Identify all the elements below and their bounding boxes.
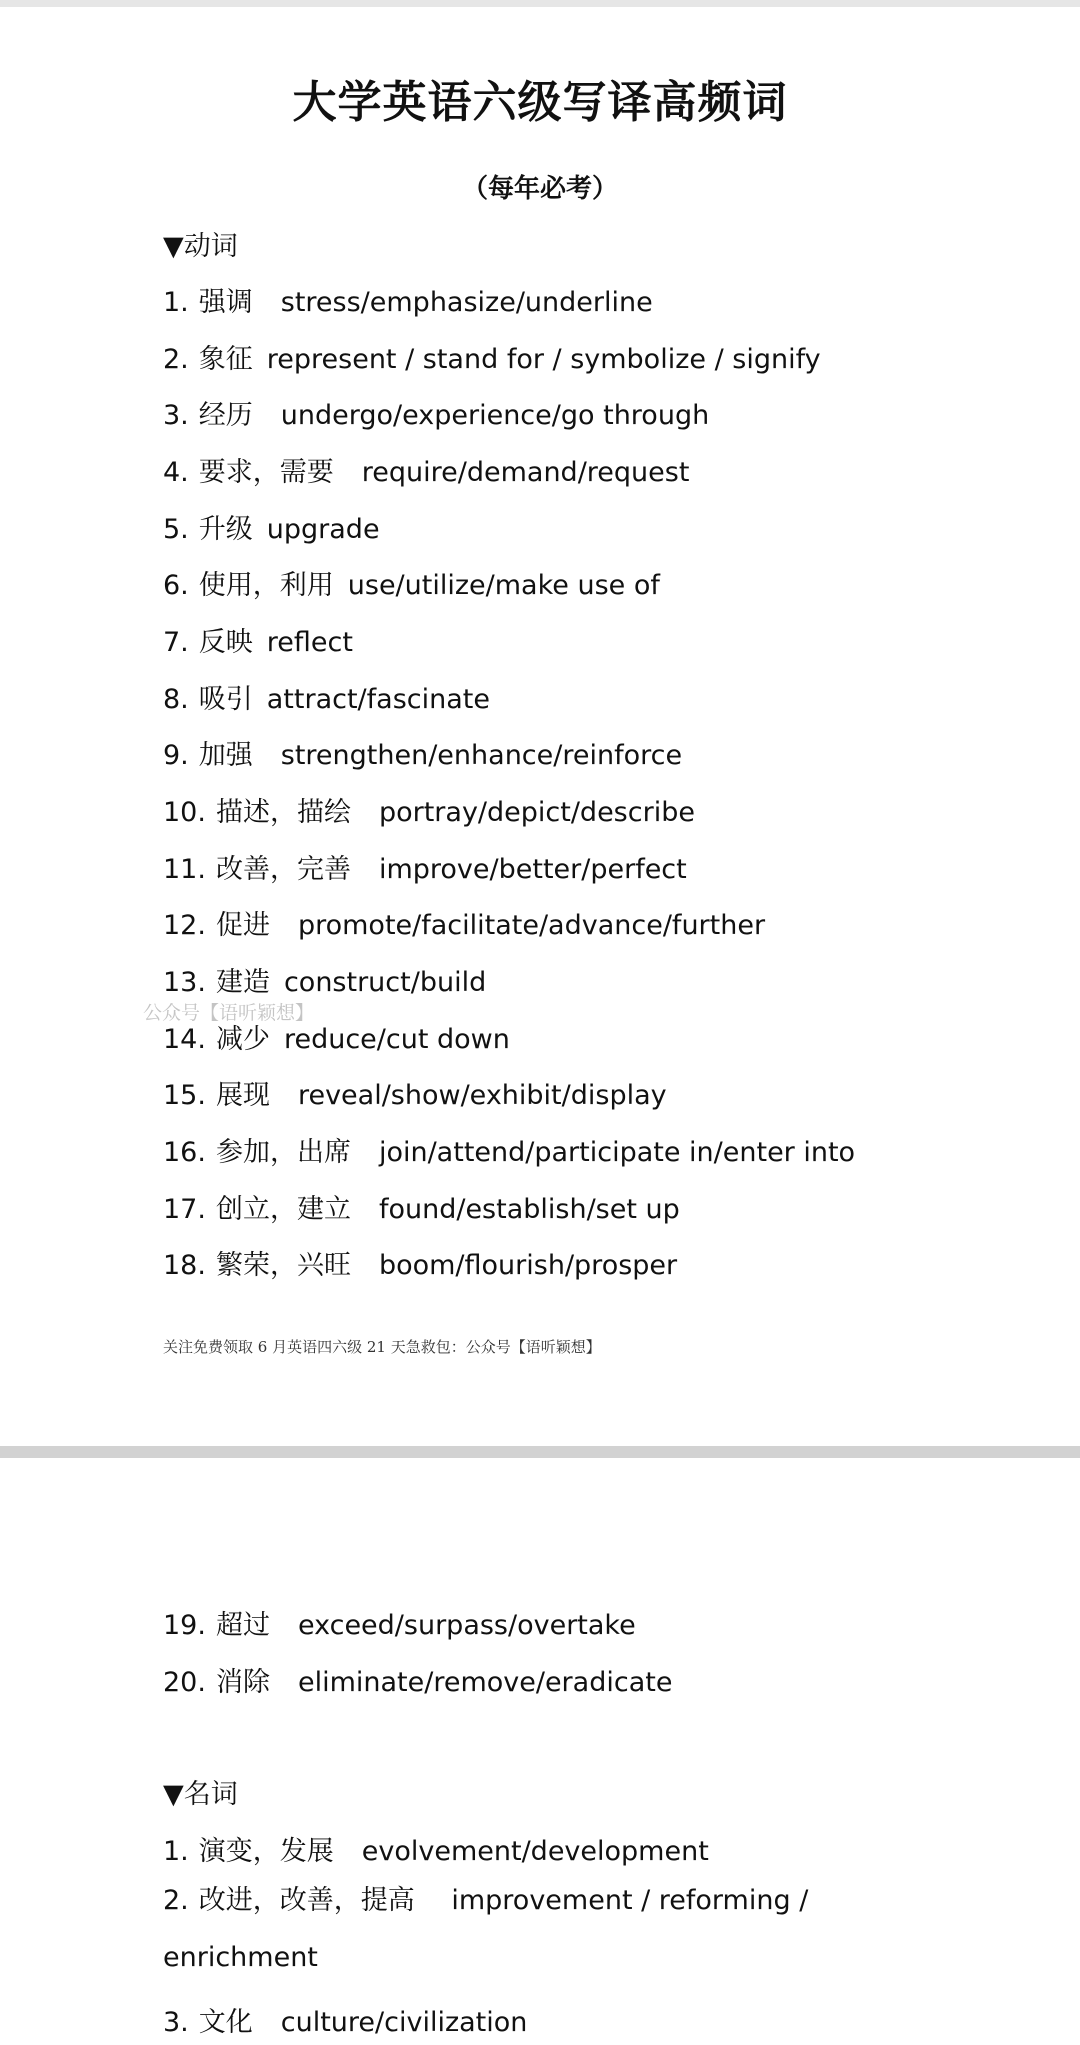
entry-chinese: 改进，改善，提高 bbox=[198, 1885, 415, 1916]
verb-entry bbox=[163, 620, 353, 659]
entry-english: evolvement/development bbox=[361, 1836, 709, 1867]
entry-english: improve/better/perfect bbox=[378, 854, 687, 885]
entry-number: 15. bbox=[163, 1080, 206, 1111]
entry-number: 20. bbox=[163, 1667, 206, 1698]
entry-chinese: 建造 bbox=[215, 967, 270, 998]
entry-english: improvement / reforming / enrichment bbox=[163, 1885, 809, 1973]
entry-number: 9. bbox=[163, 740, 189, 771]
entry-chinese: 改善，完善 bbox=[215, 854, 351, 885]
verb-entry bbox=[163, 280, 653, 319]
entry-chinese: 描述，描绘 bbox=[215, 797, 351, 828]
entry-chinese: 象征 bbox=[198, 344, 253, 375]
entry-chinese: 经历 bbox=[198, 400, 253, 431]
entry-number: 13. bbox=[163, 967, 206, 998]
entry-number: 14. bbox=[163, 1024, 206, 1055]
entry-english: promote/facilitate/advance/further bbox=[297, 910, 766, 941]
entry-chinese: 展现 bbox=[215, 1080, 270, 1111]
verb-entry bbox=[163, 903, 765, 942]
entry-english: undergo/experience/go through bbox=[280, 400, 710, 431]
entry-english: boom/flourish/prosper bbox=[378, 1250, 678, 1281]
entry-number: 1. bbox=[163, 1836, 189, 1867]
entry-number: 3. bbox=[163, 400, 189, 431]
verb-entry bbox=[163, 1187, 680, 1226]
entry-chinese: 创立，建立 bbox=[215, 1194, 351, 1225]
entry-english: construct/build bbox=[283, 967, 487, 998]
verb-entry bbox=[163, 960, 486, 999]
entry-number: 12. bbox=[163, 910, 206, 941]
entry-chinese: 超过 bbox=[215, 1610, 270, 1641]
page-separator bbox=[0, 1446, 1080, 1458]
entry-number: 17. bbox=[163, 1194, 206, 1225]
entry-number: 2. bbox=[163, 344, 189, 375]
entry-chinese: 减少 bbox=[215, 1024, 270, 1055]
verb-entry bbox=[163, 677, 490, 716]
verb-entry bbox=[163, 337, 821, 376]
top-band bbox=[0, 0, 1080, 7]
noun-entry bbox=[163, 1872, 883, 1986]
entry-chinese: 加强 bbox=[198, 740, 253, 771]
entry-english: attract/fascinate bbox=[266, 684, 490, 715]
entry-chinese: 文化 bbox=[198, 2007, 253, 2038]
entry-english: require/demand/request bbox=[361, 457, 690, 488]
entry-chinese: 促进 bbox=[215, 910, 270, 941]
entry-chinese: 消除 bbox=[215, 1667, 270, 1698]
entry-number: 5. bbox=[163, 514, 189, 545]
entry-chinese: 强调 bbox=[198, 287, 253, 318]
section-heading-nouns: ▼名词 bbox=[163, 1779, 238, 1810]
entry-number: 6. bbox=[163, 570, 189, 601]
verb-entry bbox=[163, 393, 709, 432]
entry-chinese: 反映 bbox=[198, 627, 253, 658]
entry-english: eliminate/remove/eradicate bbox=[297, 1667, 673, 1698]
verb-entry bbox=[163, 790, 695, 829]
entry-number: 1. bbox=[163, 287, 189, 318]
entry-chinese: 要求，需要 bbox=[198, 457, 334, 488]
entry-chinese: 吸引 bbox=[198, 684, 253, 715]
entry-english: join/attend/participate in/enter into bbox=[378, 1137, 856, 1168]
document-title: 大学英语六级写译高频词 bbox=[292, 77, 788, 128]
entry-number: 18. bbox=[163, 1250, 206, 1281]
verb-entry bbox=[163, 563, 660, 602]
entry-number: 2. bbox=[163, 1885, 189, 1916]
entry-chinese: 参加，出席 bbox=[215, 1137, 351, 1168]
entry-chinese: 演变，发展 bbox=[198, 1836, 334, 1867]
entry-english: reveal/show/exhibit/display bbox=[297, 1080, 667, 1111]
noun-entry bbox=[163, 1829, 709, 1868]
entry-chinese: 繁荣，兴旺 bbox=[215, 1250, 351, 1281]
verb-entry bbox=[163, 1243, 677, 1282]
entry-english: stress/emphasize/underline bbox=[280, 287, 653, 318]
watermark: 公众号【语听颖想】 bbox=[143, 1002, 315, 1024]
entry-english: found/establish/set up bbox=[378, 1194, 680, 1225]
entry-english: reduce/cut down bbox=[283, 1024, 510, 1055]
noun-entry bbox=[163, 2000, 527, 2039]
entry-number: 10. bbox=[163, 797, 206, 828]
entry-english: exceed/surpass/overtake bbox=[297, 1610, 636, 1641]
entry-number: 3. bbox=[163, 2007, 189, 2038]
verb-entry bbox=[163, 507, 380, 546]
verb-entry bbox=[163, 733, 682, 772]
document-subtitle: （每年必考） bbox=[461, 174, 618, 204]
verb-entry bbox=[163, 1073, 667, 1112]
verb-entry bbox=[163, 1130, 855, 1169]
entry-chinese: 使用，利用 bbox=[198, 570, 334, 601]
entry-number: 11. bbox=[163, 854, 206, 885]
entry-number: 7. bbox=[163, 627, 189, 658]
entry-number: 19. bbox=[163, 1610, 206, 1641]
entry-chinese: 升级 bbox=[198, 514, 253, 545]
verb-entry bbox=[163, 1603, 636, 1642]
entry-english: strengthen/enhance/reinforce bbox=[280, 740, 683, 771]
verb-entry bbox=[163, 450, 689, 489]
entry-english: use/utilize/make use of bbox=[347, 570, 660, 601]
section-heading-verbs: ▼动词 bbox=[163, 231, 238, 262]
entry-english: upgrade bbox=[266, 514, 380, 545]
entry-number: 16. bbox=[163, 1137, 206, 1168]
entry-english: reflect bbox=[266, 627, 353, 658]
entry-english: portray/depict/describe bbox=[378, 797, 695, 828]
verb-entry bbox=[163, 1660, 672, 1699]
verb-entry bbox=[163, 847, 687, 886]
entry-english: culture/civilization bbox=[280, 2007, 528, 2038]
entry-english: represent / stand for / symbolize / signify bbox=[266, 344, 821, 375]
footer-note: 关注免费领取 6 月英语四六级 21 天急救包：公众号【语听颖想】 bbox=[163, 1338, 601, 1356]
entry-number: 8. bbox=[163, 684, 189, 715]
entry-number: 4. bbox=[163, 457, 189, 488]
